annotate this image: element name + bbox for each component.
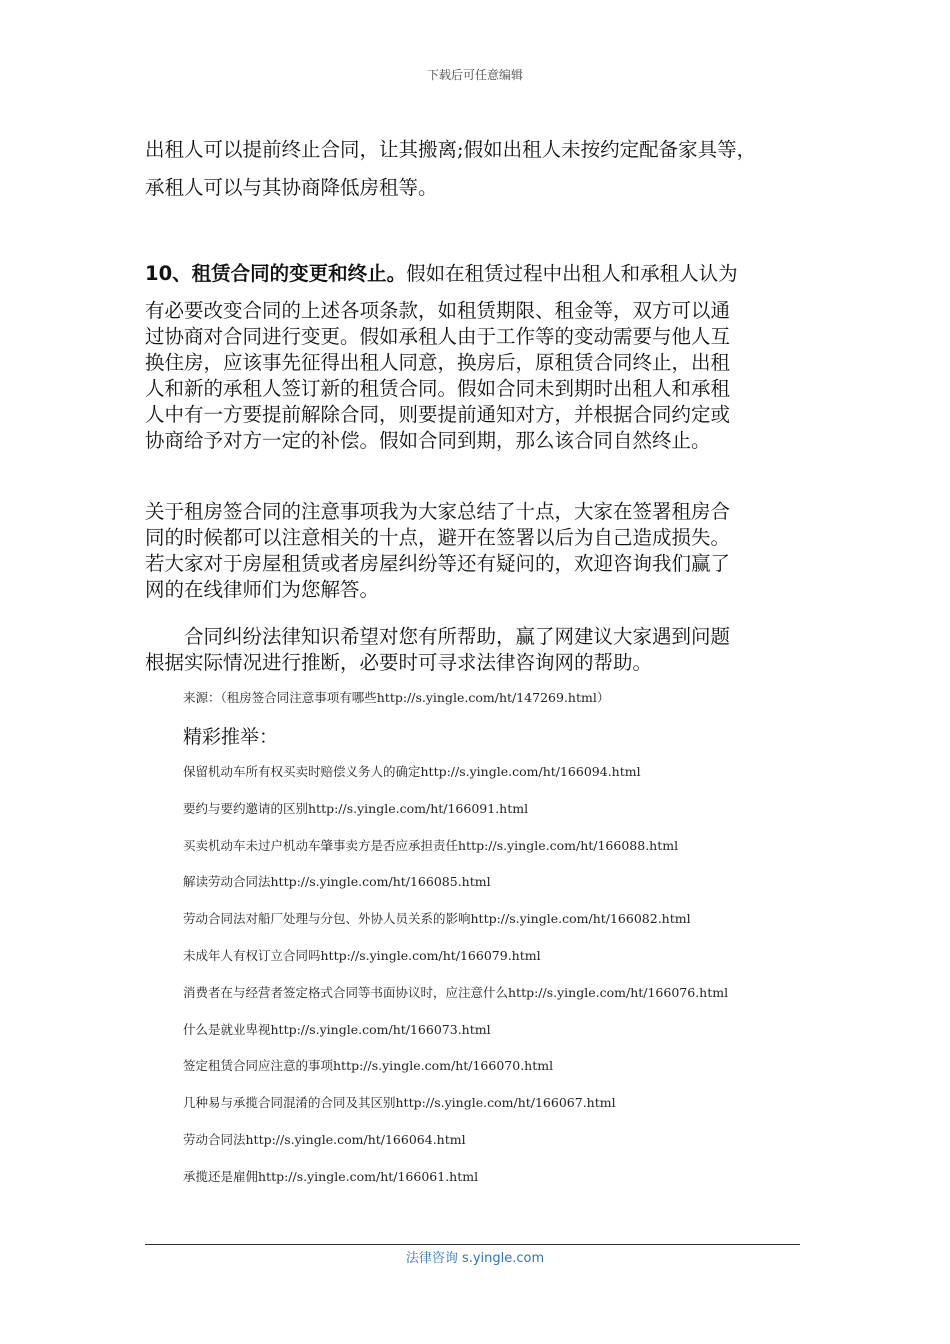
- paragraph-2-line-6: 协商给予对方一定的补偿。假如合同到期，那么该合同自然终止。: [145, 429, 711, 452]
- paragraph-1-line-2: 承租人可以与其协商降低房租等。: [145, 176, 438, 199]
- section-heading: 10、租赁合同的变更和终止。: [145, 262, 407, 285]
- recommend-link[interactable]: 买卖机动车未过户机动车肇事卖方是否应承担责任http://s.yingle.com/ht/166088.html: [183, 837, 679, 853]
- recommend-link[interactable]: 承揽还是雇佣http://s.yingle.com/ht/166061.html: [183, 1168, 479, 1184]
- recommend-link[interactable]: 消费者在与经营者签定格式合同等书面协议时，应注意什么http://s.yingle.com/ht/166076.html: [183, 984, 729, 1000]
- footer-divider: [145, 1244, 800, 1245]
- paragraph-2-first-line-text: 假如在租赁过程中出租人和承租人认为: [406, 262, 738, 285]
- recommend-link[interactable]: 未成年人有权订立合同吗http://s.yingle.com/ht/166079.html: [183, 947, 541, 963]
- paragraph-4-line-1: 合同纠纷法律知识希望对您有所帮助，赢了网建议大家遇到问题: [145, 625, 731, 648]
- recommend-link[interactable]: 签定租赁合同应注意的事项http://s.yingle.com/ht/166070.html: [183, 1058, 554, 1074]
- paragraph-2-line-1: 有必要改变合同的上述各项条款，如租赁期限、租金等，双方可以通: [145, 299, 731, 322]
- recommend-list: [183, 762, 728, 1204]
- page-header: 下载后可任意编辑: [426, 68, 523, 82]
- recommend-link[interactable]: 劳动合同法对船厂处理与分包、外协人员关系的影响http://s.yingle.com/ht/166082.html: [183, 911, 691, 927]
- paragraph-3-line-1: 关于租房签合同的注意事项我为大家总结了十点，大家在签署租房合: [145, 500, 731, 523]
- source-line: 来源：（租房签合同注意事项有哪些http://s.yingle.com/ht/147269.html）: [183, 690, 610, 705]
- paragraph-1-line-1: 出租人可以提前终止合同，让其搬离;假如出租人未按约定配备家具等，: [145, 138, 757, 161]
- paragraph-2-first-line: [145, 258, 805, 289]
- paragraph-2-line-5: 人中有一方要提前解除合同，则要提前通知对方，并根据合同约定或: [145, 403, 731, 426]
- paragraph-3-line-3: 若大家对于房屋租赁或者房屋纠纷等还有疑问的，欢迎咨询我们赢了: [145, 552, 731, 575]
- paragraph-2-line-4: 人和新的承租人签订新的租赁合同。假如合同未到期时出租人和承租: [145, 377, 731, 400]
- paragraph-4-line-2: 根据实际情况进行推断，必要时可寻求法律咨询网的帮助。: [145, 651, 653, 674]
- recommend-link[interactable]: 几种易与承揽合同混淆的合同及其区别http://s.yingle.com/ht/166067.html: [183, 1095, 616, 1111]
- recommend-title: 精彩推举：: [183, 726, 279, 748]
- paragraph-2-line-2: 过协商对合同进行变更。假如承租人由于工作等的变动需要与他人互: [145, 325, 731, 348]
- paragraph-3-line-4: 网的在线律师们为您解答。: [145, 578, 380, 601]
- recommend-link[interactable]: 保留机动车所有权买卖时赔偿义务人的确定http://s.yingle.com/ht/166094.html: [183, 764, 641, 779]
- paragraph-3-line-2: 同的时候都可以注意相关的十点，避开在签署以后为自己造成损失。: [145, 526, 731, 549]
- footer-link[interactable]: 法律咨询 s.yingle.com: [405, 1251, 545, 1266]
- paragraph-2-line-3: 换住房，应该事先征得出租人同意，换房后，原租赁合同终止，出租: [145, 351, 731, 374]
- recommend-link[interactable]: 什么是就业卑视http://s.yingle.com/ht/166073.html: [183, 1021, 491, 1037]
- recommend-link[interactable]: 劳动合同法http://s.yingle.com/ht/166064.html: [183, 1131, 466, 1147]
- recommend-link[interactable]: 要约与要约邀请的区别http://s.yingle.com/ht/166091.html: [183, 800, 529, 816]
- recommend-link[interactable]: 解读劳动合同法http://s.yingle.com/ht/166085.html: [183, 874, 491, 890]
